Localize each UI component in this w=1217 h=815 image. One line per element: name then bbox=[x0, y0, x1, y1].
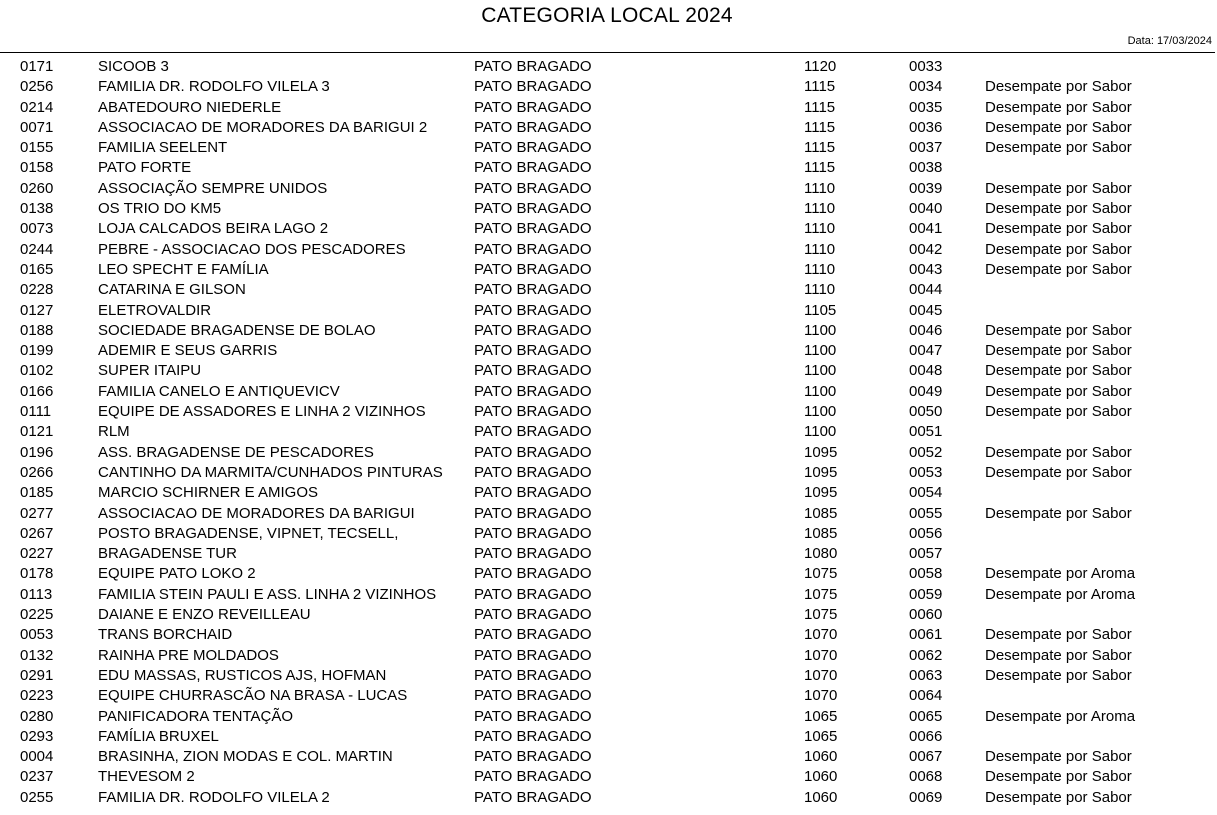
entry-city: PATO BRAGADO bbox=[474, 321, 592, 339]
entry-city: PATO BRAGADO bbox=[474, 118, 592, 136]
tiebreak-note: Desempate por Sabor bbox=[985, 78, 1132, 96]
entry-score: 1100 bbox=[804, 423, 837, 441]
table-row bbox=[0, 584, 1217, 604]
entry-city: PATO BRAGADO bbox=[474, 748, 592, 766]
entry-score: 1110 bbox=[804, 281, 836, 299]
entry-rank: 0050 bbox=[909, 403, 943, 421]
tiebreak-note: Desempate por Sabor bbox=[985, 382, 1132, 400]
entry-name: RLM bbox=[98, 423, 130, 441]
table-row bbox=[0, 360, 1217, 380]
report-title: CATEGORIA LOCAL 2024 bbox=[481, 4, 733, 27]
entry-name: TRANS BORCHAID bbox=[98, 626, 233, 644]
table-row bbox=[0, 645, 1217, 665]
tiebreak-note: Desempate por Aroma bbox=[985, 707, 1136, 725]
entry-score: 1085 bbox=[804, 524, 838, 542]
entry-score: 1075 bbox=[804, 585, 838, 603]
entry-score: 1060 bbox=[804, 788, 838, 806]
entry-score: 1075 bbox=[804, 565, 838, 583]
entry-name: ASSOCIACAO DE MORADORES DA BARIGUI 2 bbox=[98, 118, 428, 136]
entry-score: 1070 bbox=[804, 646, 838, 664]
tiebreak-note: Desempate por Sabor bbox=[985, 260, 1132, 278]
tiebreak-note: Desempate por Sabor bbox=[985, 118, 1132, 136]
entry-city: PATO BRAGADO bbox=[474, 463, 592, 481]
entry-code: 0185 bbox=[20, 484, 54, 502]
entry-score: 1085 bbox=[804, 504, 838, 522]
entry-name: ELETROVALDIR bbox=[98, 301, 212, 319]
entry-score: 1115 bbox=[804, 98, 836, 116]
table-row bbox=[0, 239, 1217, 259]
tiebreak-note: Desempate por Sabor bbox=[985, 200, 1132, 218]
table-row bbox=[0, 543, 1217, 563]
entry-score: 1060 bbox=[804, 748, 838, 766]
entry-rank: 0065 bbox=[909, 707, 943, 725]
table-row bbox=[0, 320, 1217, 340]
entry-city: PATO BRAGADO bbox=[474, 565, 592, 583]
table-row bbox=[0, 421, 1217, 441]
entry-code: 0196 bbox=[20, 443, 54, 461]
table-row bbox=[0, 401, 1217, 421]
entry-rank: 0040 bbox=[909, 200, 943, 218]
entry-rank: 0067 bbox=[909, 748, 943, 766]
entry-score: 1100 bbox=[804, 403, 837, 421]
table-row bbox=[0, 56, 1217, 76]
tiebreak-note: Desempate por Sabor bbox=[985, 443, 1132, 461]
entry-code: 0113 bbox=[20, 585, 53, 603]
tiebreak-note: Desempate por Sabor bbox=[985, 240, 1132, 258]
table-row bbox=[0, 137, 1217, 157]
entry-name: FAMILIA DR. RODOLFO VILELA 2 bbox=[98, 788, 330, 806]
table-row bbox=[0, 157, 1217, 177]
entry-rank: 0066 bbox=[909, 727, 943, 745]
entry-score: 1100 bbox=[804, 321, 837, 339]
table-row bbox=[0, 563, 1217, 583]
entry-city: PATO BRAGADO bbox=[474, 788, 592, 806]
entry-score: 1110 bbox=[804, 240, 836, 258]
entry-name: ASSOCIAÇÃO SEMPRE UNIDOS bbox=[98, 179, 328, 197]
entry-name: PANIFICADORA TENTAÇÃO bbox=[98, 707, 294, 725]
table-row bbox=[0, 279, 1217, 299]
entry-score: 1110 bbox=[804, 220, 836, 238]
entry-name: EQUIPE DE ASSADORES E LINHA 2 VIZINHOS bbox=[98, 403, 426, 421]
entry-rank: 0033 bbox=[909, 58, 943, 75]
entry-rank: 0043 bbox=[909, 260, 943, 278]
entry-score: 1095 bbox=[804, 484, 838, 502]
entry-name: EDU MASSAS, RUSTICOS AJS, HOFMAN bbox=[98, 666, 387, 684]
table-row bbox=[0, 482, 1217, 502]
entry-city: PATO BRAGADO bbox=[474, 200, 592, 218]
entry-rank: 0051 bbox=[909, 423, 943, 441]
entry-rank: 0056 bbox=[909, 524, 943, 542]
tiebreak-note: Desempate por Sabor bbox=[985, 403, 1132, 421]
entry-rank: 0062 bbox=[909, 646, 943, 664]
entry-score: 1115 bbox=[804, 139, 836, 157]
entry-city: PATO BRAGADO bbox=[474, 139, 592, 157]
entry-name: CANTINHO DA MARMITA/CUNHADOS PINTURAS bbox=[98, 463, 443, 481]
entry-name: RAINHA PRE MOLDADOS bbox=[98, 646, 279, 664]
entry-score: 1105 bbox=[804, 301, 837, 319]
entry-code: 0227 bbox=[20, 545, 54, 563]
entry-code: 0166 bbox=[20, 382, 54, 400]
entry-score: 1110 bbox=[804, 260, 836, 278]
entry-code: 0102 bbox=[20, 362, 54, 380]
entry-city: PATO BRAGADO bbox=[474, 281, 592, 299]
entry-score: 1115 bbox=[804, 159, 836, 177]
entry-code: 0266 bbox=[20, 463, 54, 481]
tiebreak-note: Desempate por Sabor bbox=[985, 362, 1132, 380]
entry-city: PATO BRAGADO bbox=[474, 58, 592, 75]
entry-rank: 0047 bbox=[909, 342, 943, 360]
entry-code: 0237 bbox=[20, 768, 54, 786]
entry-rank: 0063 bbox=[909, 666, 943, 684]
entry-city: PATO BRAGADO bbox=[474, 606, 592, 624]
entry-name: ASSOCIACAO DE MORADORES DA BARIGUI bbox=[98, 504, 415, 522]
tiebreak-note: Desempate por Sabor bbox=[985, 179, 1132, 197]
tiebreak-note: Desempate por Aroma bbox=[985, 585, 1136, 603]
entry-name: CATARINA E GILSON bbox=[98, 281, 246, 299]
entry-code: 0138 bbox=[20, 200, 54, 218]
entry-code: 0255 bbox=[20, 788, 54, 806]
entry-rank: 0044 bbox=[909, 281, 943, 299]
results-table bbox=[0, 56, 1217, 807]
entry-score: 1080 bbox=[804, 545, 838, 563]
tiebreak-note: Desempate por Sabor bbox=[985, 666, 1132, 684]
entry-rank: 0069 bbox=[909, 788, 943, 806]
tiebreak-note: Desempate por Sabor bbox=[985, 646, 1132, 664]
date-label: Data: bbox=[1127, 35, 1154, 47]
entry-rank: 0061 bbox=[909, 626, 943, 644]
entry-city: PATO BRAGADO bbox=[474, 260, 592, 278]
entry-rank: 0057 bbox=[909, 545, 943, 563]
tiebreak-note: Desempate por Sabor bbox=[985, 139, 1132, 157]
entry-city: PATO BRAGADO bbox=[474, 159, 592, 177]
entry-code: 0004 bbox=[20, 748, 54, 766]
entry-city: PATO BRAGADO bbox=[474, 687, 592, 705]
entry-city: PATO BRAGADO bbox=[474, 220, 592, 238]
table-row bbox=[0, 665, 1217, 685]
entry-code: 0267 bbox=[20, 524, 54, 542]
entry-city: PATO BRAGADO bbox=[474, 98, 592, 116]
entry-code: 0165 bbox=[20, 260, 54, 278]
entry-code: 0111 bbox=[20, 403, 52, 421]
entry-name: BRASINHA, ZION MODAS E COL. MARTIN bbox=[98, 748, 393, 766]
entry-code: 0293 bbox=[20, 727, 54, 745]
report-date bbox=[1128, 35, 1212, 47]
entry-name: FAMILIA DR. RODOLFO VILELA 3 bbox=[98, 78, 330, 96]
entry-code: 0053 bbox=[20, 626, 54, 644]
table-row bbox=[0, 300, 1217, 320]
table-row bbox=[0, 442, 1217, 462]
entry-code: 0214 bbox=[20, 98, 54, 116]
entry-score: 1065 bbox=[804, 727, 838, 745]
entry-code: 0171 bbox=[20, 58, 54, 75]
entry-rank: 0046 bbox=[909, 321, 943, 339]
tiebreak-note: Desempate por Sabor bbox=[985, 321, 1132, 339]
entry-score: 1100 bbox=[804, 382, 837, 400]
entry-city: PATO BRAGADO bbox=[474, 504, 592, 522]
entry-name: BRAGADENSE TUR bbox=[98, 545, 237, 563]
tiebreak-note: Desempate por Sabor bbox=[985, 220, 1132, 238]
table-row bbox=[0, 685, 1217, 705]
entry-name: SICOOB 3 bbox=[98, 58, 169, 75]
entry-city: PATO BRAGADO bbox=[474, 585, 592, 603]
entry-rank: 0041 bbox=[909, 220, 943, 238]
entry-score: 1115 bbox=[804, 78, 836, 96]
entry-rank: 0054 bbox=[909, 484, 943, 502]
entry-name: FAMILIA CANELO E ANTIQUEVICV bbox=[98, 382, 340, 400]
entry-code: 0228 bbox=[20, 281, 54, 299]
entry-rank: 0049 bbox=[909, 382, 943, 400]
tiebreak-note: Desempate por Sabor bbox=[985, 463, 1132, 481]
entry-rank: 0059 bbox=[909, 585, 943, 603]
entry-score: 1060 bbox=[804, 768, 838, 786]
entry-city: PATO BRAGADO bbox=[474, 768, 592, 786]
entry-score: 1100 bbox=[804, 362, 837, 380]
entry-name: PATO FORTE bbox=[98, 159, 192, 177]
tiebreak-note: Desempate por Sabor bbox=[985, 748, 1132, 766]
table-row bbox=[0, 76, 1217, 96]
entry-city: PATO BRAGADO bbox=[474, 423, 592, 441]
entry-code: 0073 bbox=[20, 220, 54, 238]
entry-code: 0178 bbox=[20, 565, 54, 583]
tiebreak-note: Desempate por Sabor bbox=[985, 626, 1132, 644]
entry-city: PATO BRAGADO bbox=[474, 382, 592, 400]
entry-city: PATO BRAGADO bbox=[474, 443, 592, 461]
entry-city: PATO BRAGADO bbox=[474, 666, 592, 684]
entry-city: PATO BRAGADO bbox=[474, 484, 592, 502]
entry-name: LOJA CALCADOS BEIRA LAGO 2 bbox=[98, 220, 329, 238]
entry-name: ADEMIR E SEUS GARRIS bbox=[98, 342, 278, 360]
table-row bbox=[0, 381, 1217, 401]
entry-city: PATO BRAGADO bbox=[474, 301, 592, 319]
table-row bbox=[0, 178, 1217, 198]
entry-score: 1100 bbox=[804, 342, 837, 360]
entry-name: OS TRIO DO KM5 bbox=[98, 200, 222, 218]
table-row bbox=[0, 787, 1217, 807]
entry-rank: 0037 bbox=[909, 139, 943, 157]
table-row bbox=[0, 218, 1217, 238]
entry-score: 1065 bbox=[804, 707, 838, 725]
table-row bbox=[0, 523, 1217, 543]
entry-score: 1095 bbox=[804, 463, 838, 481]
entry-rank: 0036 bbox=[909, 118, 943, 136]
entry-name: PEBRE - ASSOCIACAO DOS PESCADORES bbox=[98, 240, 406, 258]
entry-rank: 0038 bbox=[909, 159, 943, 177]
table-row bbox=[0, 604, 1217, 624]
table-row bbox=[0, 746, 1217, 766]
entry-city: PATO BRAGADO bbox=[474, 524, 592, 542]
table-row bbox=[0, 624, 1217, 644]
entry-code: 0071 bbox=[20, 118, 54, 136]
entry-rank: 0064 bbox=[909, 687, 943, 705]
header-divider bbox=[0, 52, 1215, 53]
entry-code: 0291 bbox=[20, 666, 54, 684]
entry-name: ABATEDOURO NIEDERLE bbox=[98, 98, 282, 116]
table-row bbox=[0, 726, 1217, 746]
entry-city: PATO BRAGADO bbox=[474, 240, 592, 258]
entry-name: DAIANE E ENZO REVEILLEAU bbox=[98, 606, 311, 624]
entry-rank: 0039 bbox=[909, 179, 943, 197]
tiebreak-note: Desempate por Aroma bbox=[985, 565, 1136, 583]
entry-code: 0188 bbox=[20, 321, 54, 339]
tiebreak-note: Desempate por Sabor bbox=[985, 504, 1132, 522]
entry-code: 0155 bbox=[20, 139, 54, 157]
table-row bbox=[0, 503, 1217, 523]
date-value: 17/03/2024 bbox=[1156, 35, 1212, 47]
entry-name: FAMILIA SEELENT bbox=[98, 139, 228, 157]
entry-code: 0121 bbox=[20, 423, 54, 441]
entry-city: PATO BRAGADO bbox=[474, 403, 592, 421]
entry-code: 0280 bbox=[20, 707, 54, 725]
tiebreak-note: Desempate por Sabor bbox=[985, 98, 1132, 116]
tiebreak-note: Desempate por Sabor bbox=[985, 788, 1132, 806]
table-row bbox=[0, 340, 1217, 360]
entry-name: FAMÍLIA BRUXEL bbox=[98, 727, 219, 745]
entry-score: 1070 bbox=[804, 666, 838, 684]
table-row bbox=[0, 117, 1217, 137]
entry-code: 0223 bbox=[20, 687, 54, 705]
entry-rank: 0052 bbox=[909, 443, 943, 461]
entry-score: 1070 bbox=[804, 687, 838, 705]
entry-code: 0158 bbox=[20, 159, 54, 177]
entry-name: THEVESOM 2 bbox=[98, 768, 195, 786]
entry-city: PATO BRAGADO bbox=[474, 545, 592, 563]
entry-code: 0260 bbox=[20, 179, 54, 197]
entry-name: EQUIPE PATO LOKO 2 bbox=[98, 565, 256, 583]
entry-score: 1110 bbox=[804, 200, 836, 218]
table-row bbox=[0, 766, 1217, 786]
entry-rank: 0048 bbox=[909, 362, 943, 380]
entry-rank: 0042 bbox=[909, 240, 943, 258]
tiebreak-note: Desempate por Sabor bbox=[985, 768, 1132, 786]
entry-score: 1070 bbox=[804, 626, 838, 644]
entry-rank: 0060 bbox=[909, 606, 943, 624]
entry-name: FAMILIA STEIN PAULI E ASS. LINHA 2 VIZINHOS bbox=[98, 585, 437, 603]
entry-code: 0244 bbox=[20, 240, 54, 258]
entry-code: 0277 bbox=[20, 504, 54, 522]
entry-city: PATO BRAGADO bbox=[474, 342, 592, 360]
entry-name: POSTO BRAGADENSE, VIPNET, TECSELL, bbox=[98, 524, 399, 542]
entry-code: 0127 bbox=[20, 301, 54, 319]
entry-rank: 0045 bbox=[909, 301, 943, 319]
entry-score: 1075 bbox=[804, 606, 838, 624]
table-row bbox=[0, 462, 1217, 482]
table-row bbox=[0, 259, 1217, 279]
entry-name: LEO SPECHT E FAMÍLIA bbox=[98, 260, 269, 278]
entry-city: PATO BRAGADO bbox=[474, 646, 592, 664]
entry-city: PATO BRAGADO bbox=[474, 179, 592, 197]
table-row bbox=[0, 198, 1217, 218]
table-row bbox=[0, 706, 1217, 726]
entry-name: SUPER ITAIPU bbox=[98, 362, 202, 380]
entry-name: ASS. BRAGADENSE DE PESCADORES bbox=[98, 443, 374, 461]
entry-rank: 0035 bbox=[909, 98, 943, 116]
entry-score: 1120 bbox=[804, 58, 837, 75]
entry-score: 1110 bbox=[804, 179, 836, 197]
entry-rank: 0068 bbox=[909, 768, 943, 786]
table-row bbox=[0, 97, 1217, 117]
entry-code: 0225 bbox=[20, 606, 54, 624]
entry-rank: 0034 bbox=[909, 78, 943, 96]
entry-city: PATO BRAGADO bbox=[474, 626, 592, 644]
entry-city: PATO BRAGADO bbox=[474, 727, 592, 745]
entry-name: EQUIPE CHURRASCÃO NA BRASA - LUCAS bbox=[98, 687, 408, 705]
entry-city: PATO BRAGADO bbox=[474, 707, 592, 725]
entry-score: 1115 bbox=[804, 118, 836, 136]
entry-code: 0132 bbox=[20, 646, 54, 664]
entry-rank: 0058 bbox=[909, 565, 943, 583]
entry-score: 1095 bbox=[804, 443, 838, 461]
entry-code: 0199 bbox=[20, 342, 54, 360]
entry-rank: 0055 bbox=[909, 504, 943, 522]
entry-code: 0256 bbox=[20, 78, 54, 96]
entry-city: PATO BRAGADO bbox=[474, 362, 592, 380]
tiebreak-note: Desempate por Sabor bbox=[985, 342, 1132, 360]
entry-rank: 0053 bbox=[909, 463, 943, 481]
entry-name: MARCIO SCHIRNER E AMIGOS bbox=[98, 484, 319, 502]
entry-city: PATO BRAGADO bbox=[474, 78, 592, 96]
entry-name: SOCIEDADE BRAGADENSE DE BOLAO bbox=[98, 321, 376, 339]
